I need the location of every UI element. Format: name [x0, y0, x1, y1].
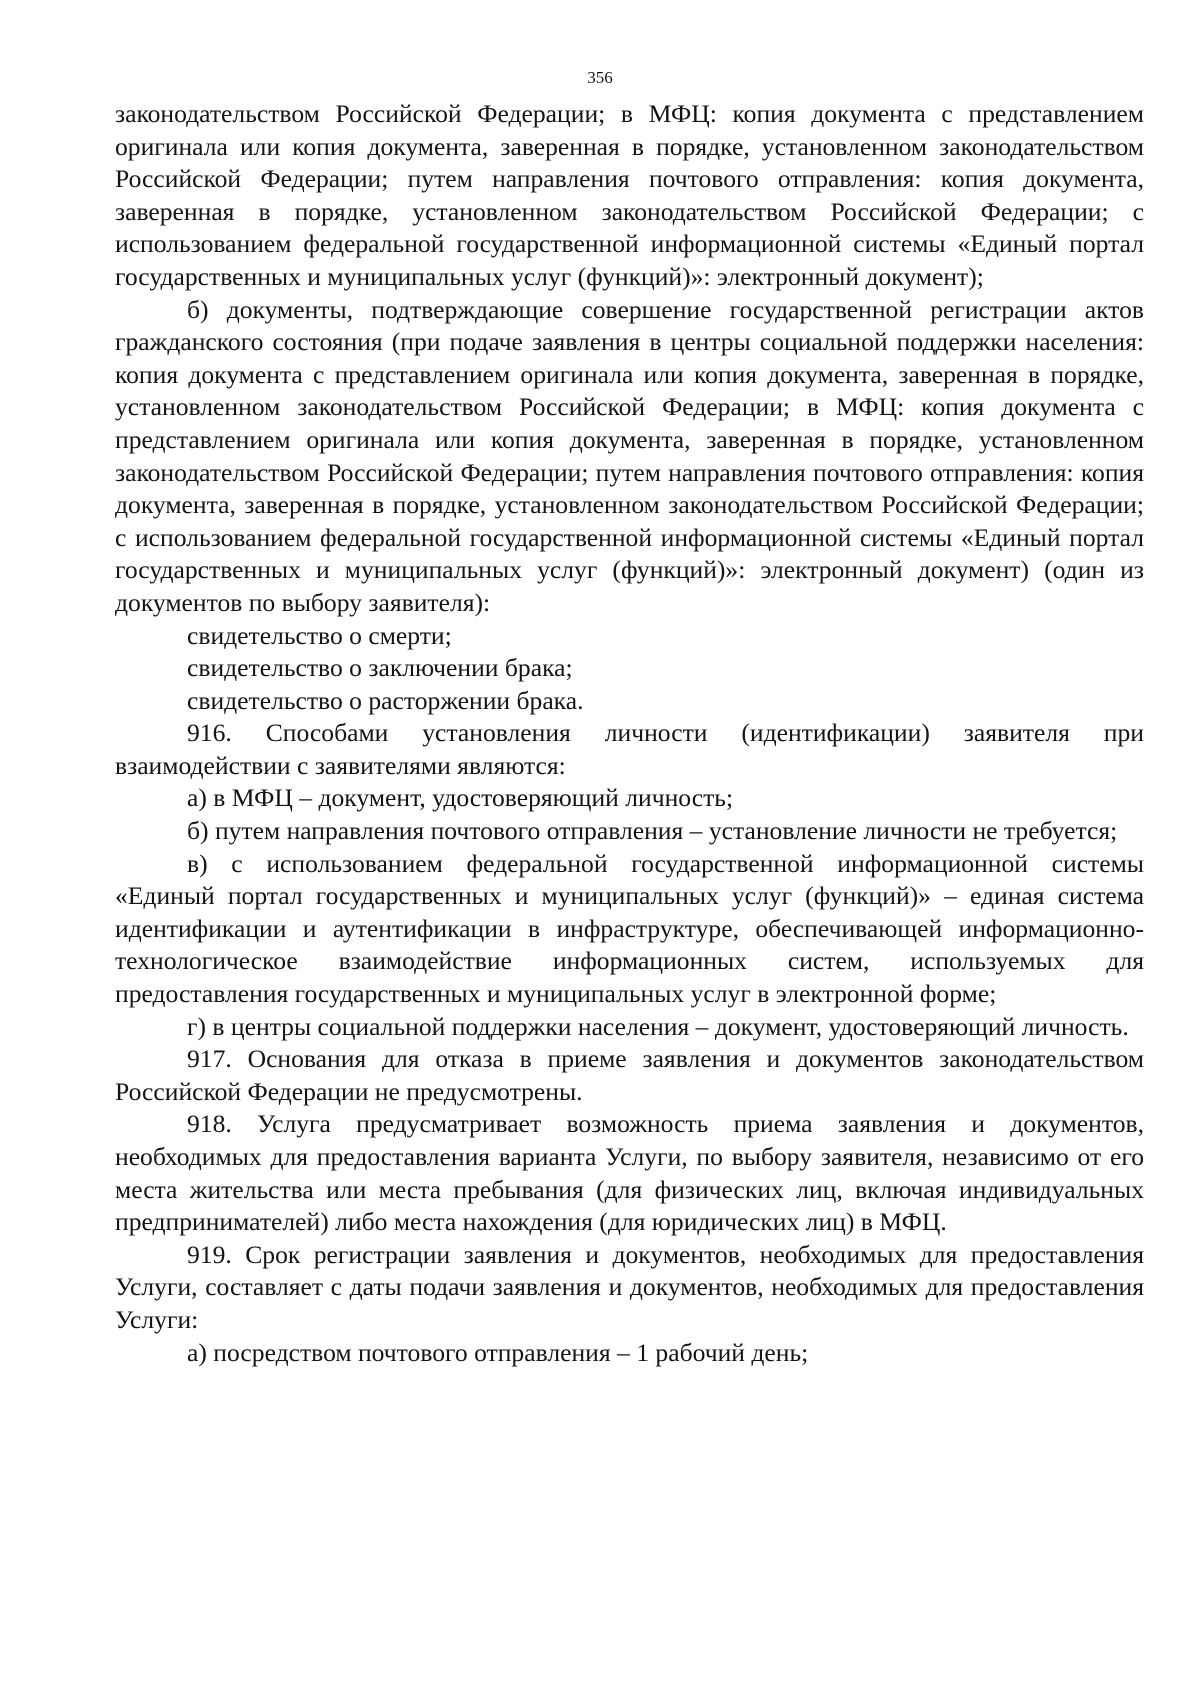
paragraph: б) документы, подтверждающие совершение государственной регистрации актов гражданского состояния (при подаче заявления в центры социальной поддержки населения: копия документа с представлением оригинала или копия документа, заверенная в порядке, установленном законодательством Российской Федерации; в МФЦ: копия документа с представлением оригинала или копия документа, заверенная в порядке, установленном законодательством Российской Федерации; путем направления почтового отправления: копия документа, заверенная в порядке, установленном законодательством Российской Федерации; с использованием федеральной государственной информационной системы «Единый портал государственных и муниципальных услуг (функций)»: электронный документ) (один из документов по выбору заявителя): — [115, 294, 1144, 617]
paragraph: свидетельство о расторжении брака. — [187, 685, 584, 715]
paragraph: законодательством Российской Федерации; в МФЦ: копия документа с представлением оригинала или копия документа, заверенная в порядке, установленном законодательством Российской Федерации; путем направления почтового отправления: копия документа, заверенная в порядке, установленном законодательством Российской Федерации; с использованием федеральной государственной информационной системы «Единый портал государственных и муниципальных услуг (функций)»: электронный документ); — [115, 99, 1144, 291]
paragraph: а) в МФЦ – документ, удостоверяющий личность; — [187, 783, 734, 813]
page-number: 356 — [587, 68, 613, 87]
paragraph: г) в центры социальной поддержки населения – документ, удостоверяющий личность. — [187, 1011, 1129, 1041]
paragraph: в) с использованием федеральной государственной информационной системы «Единый портал государственных и муниципальных услуг (функций)» – единая система идентификации и аутентификации в инфраструктуре, обеспечивающей информационно-технологическое взаимодействие информационных систем, используемых для предоставления государственных и муниципальных услуг в электронной форме; — [115, 848, 1144, 1009]
paragraph: 919. Срок регистрации заявления и документов, необходимых для предоставления Услуги, составляет с даты подачи заявления и документов, необходимых для предоставления Услуги: — [115, 1239, 1144, 1334]
paragraph: 918. Услуга предусматривает возможность приема заявления и документов, необходимых для предоставления варианта Услуги, по выбору заявителя, независимо от его места жительства или места пребывания (для физических лиц, включая индивидуальных предпринимателей) либо места нахождения (для юридических лиц) в МФЦ. — [115, 1109, 1144, 1237]
paragraph: 916. Способами установления личности (идентификации) заявителя при взаимодействии с заявителями являются: — [115, 718, 1144, 780]
paragraph: а) посредством почтового отправления – 1 рабочий день; — [187, 1337, 809, 1367]
paragraph: свидетельство о смерти; — [187, 620, 452, 650]
paragraph: свидетельство о заключении брака; — [187, 653, 573, 683]
paragraph: 917. Основания для отказа в приеме заявления и документов законодательством Российской Федерации не предусмотрены. — [115, 1044, 1144, 1106]
document-body — [115, 98, 1144, 1369]
paragraph: б) путем направления почтового отправления – установление личности не требуется; — [187, 816, 1118, 846]
